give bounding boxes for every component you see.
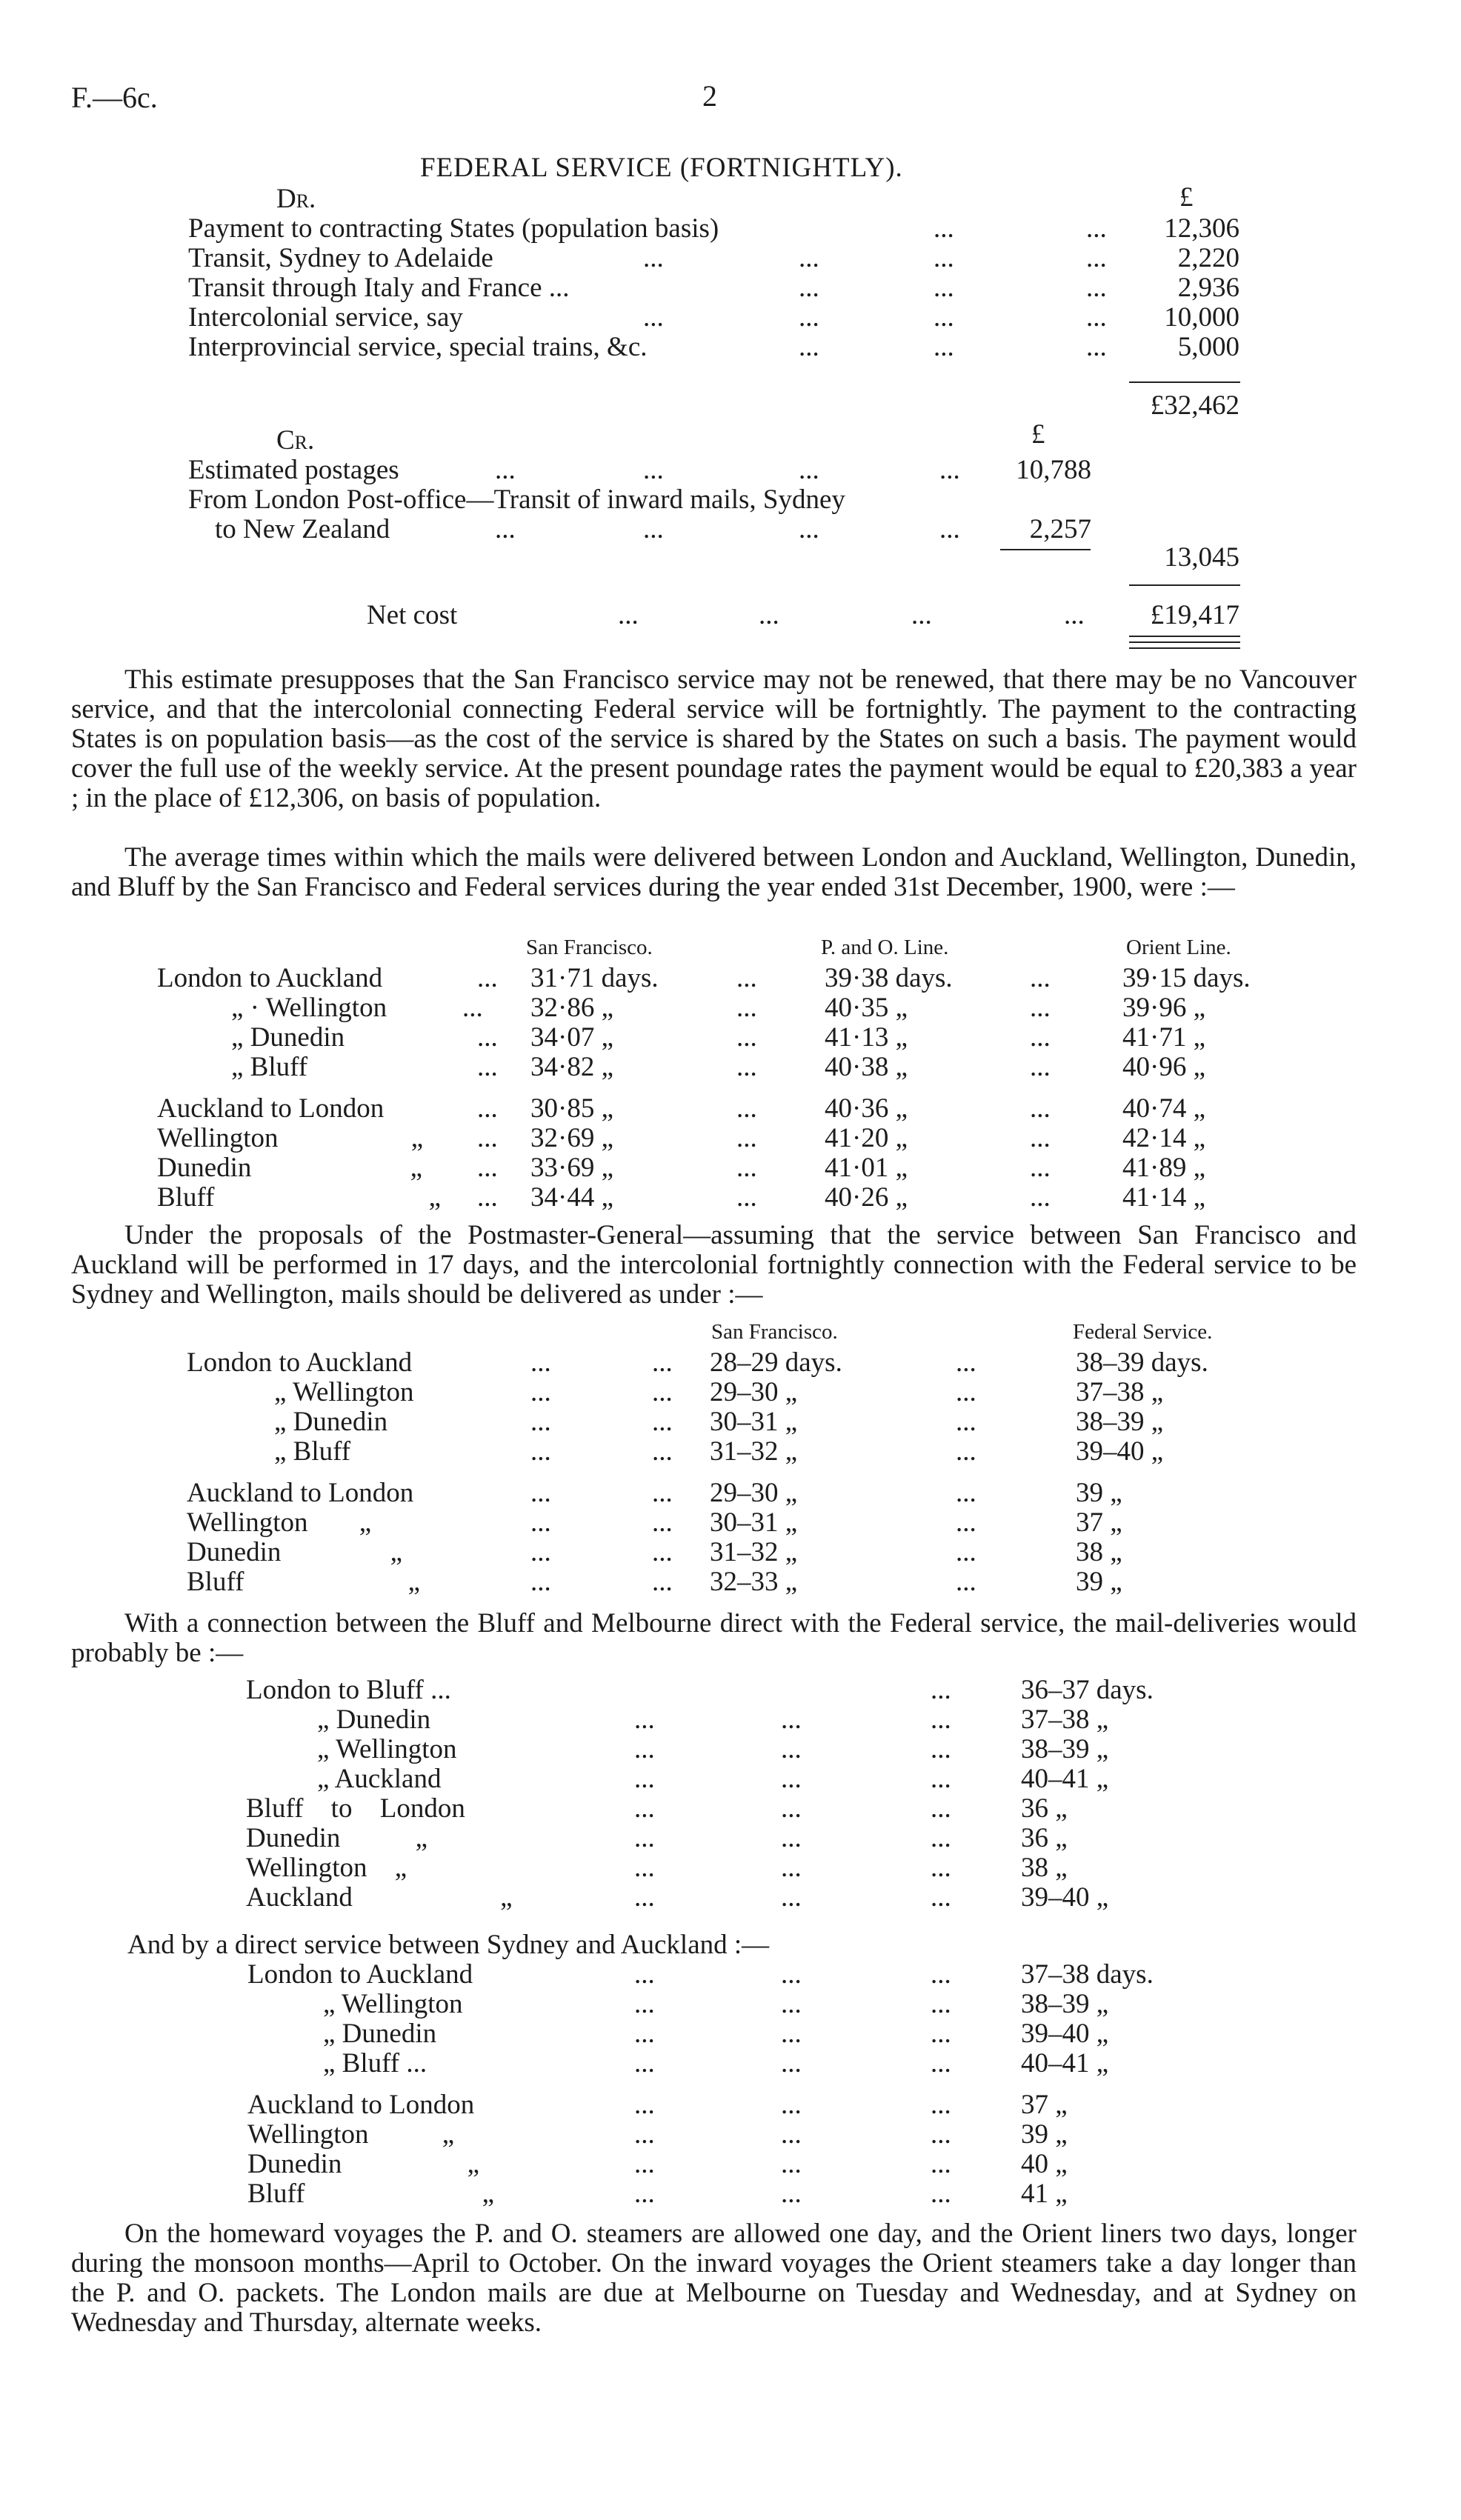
table-header: Federal Service. (1073, 1320, 1213, 1344)
row-label: Wellington „ (246, 1853, 407, 1883)
service-title: FEDERAL SERVICE (FORTNIGHTLY). (420, 153, 903, 183)
table-header: San Francisco. (526, 936, 653, 959)
cell-federal: 39 „ (1076, 1567, 1122, 1597)
row-label: „ Wellington (317, 1734, 457, 1764)
debit-total-rule (1129, 381, 1240, 383)
cell-orient: 39·96 „ (1122, 993, 1205, 1023)
credit-item-value: 2,257 (1029, 514, 1091, 544)
cell-orient: 41·89 „ (1122, 1153, 1205, 1183)
row-label: Wellington „ (157, 1123, 424, 1153)
row-label: „ Auckland (317, 1764, 442, 1794)
debit-item-value: 2,220 (1177, 243, 1239, 273)
cell-san-francisco: 29–30 „ (710, 1377, 798, 1407)
cell-san-francisco: 32–33 „ (710, 1567, 798, 1597)
debit-item-label: Transit, Sydney to Adelaide (188, 243, 493, 273)
row-label: London to Auckland (187, 1347, 413, 1378)
cell-p-and-o: 41·20 „ (825, 1123, 908, 1153)
row-label: London to Bluff ... (246, 1675, 451, 1705)
debit-item-value: 10,000 (1164, 302, 1239, 333)
debit-item-label: Transit through Italy and France ... (188, 273, 570, 303)
row-label: „ Bluff (274, 1436, 351, 1467)
cell-san-francisco: 31–32 „ (710, 1537, 798, 1567)
debit-currency: £ (1179, 182, 1194, 213)
row-label: „ Dunedin (274, 1407, 388, 1437)
row-label: „ Dunedin (317, 1704, 431, 1735)
cell-p-and-o: 40·38 „ (825, 1052, 908, 1082)
debit-item-value: 12,306 (1164, 213, 1239, 244)
row-label: Dunedin „ (187, 1537, 403, 1567)
cell-federal: 38–39 days. (1076, 1347, 1208, 1378)
credit-total: 13,045 (1164, 542, 1239, 573)
cell-san-francisco: 32·86 „ (530, 993, 613, 1023)
cell-orient: 40·74 „ (1122, 1093, 1205, 1124)
row-label: „ Bluff (231, 1052, 308, 1082)
paragraph-homeward-voyages: On the homeward voyages the P. and O. steamers are allowed one day, and the Orient liners two days, longer during the monsoon months—April to October. On the inward voyages the Orient steamers take a day longer than the P. and O. packets. The London mails are due at Melbourne on Tuesday and Wednesday, and at Sydney on Wednesday and Thursday, alternate weeks. (71, 2219, 1357, 2338)
debit-item-value: 5,000 (1177, 332, 1239, 362)
row-label: Auckland to London (157, 1093, 385, 1124)
debit-item-label: Intercolonial service, say (188, 302, 463, 333)
cell-federal: 38–39 „ (1076, 1407, 1164, 1437)
row-label: Auckland „ (246, 1882, 513, 1913)
row-label: „ Wellington (274, 1377, 414, 1407)
cell-federal: 37–38 „ (1076, 1377, 1164, 1407)
credit-item-label: From London Post-office—Transit of inward mails, Sydney (188, 484, 845, 515)
cell-federal: 39 „ (1076, 1478, 1122, 1508)
paragraph-bluff-melbourne: With a connection between the Bluff and Melbourne direct with the Federal service, the mail-deliveries would probably be :— (71, 1608, 1357, 1668)
cell-days: 37 „ (1021, 2090, 1068, 2120)
row-label: „ Dunedin (323, 2019, 437, 2049)
row-label: Auckland to London (187, 1478, 414, 1508)
cell-p-and-o: 40·26 „ (825, 1182, 908, 1213)
table-header: San Francisco. (711, 1320, 838, 1344)
cell-san-francisco: 31–32 „ (710, 1436, 798, 1467)
row-label: London to Auckland (247, 1959, 473, 1990)
cell-orient: 39·15 days. (1122, 963, 1251, 993)
page-number: 2 (702, 79, 717, 113)
cell-orient: 41·71 „ (1122, 1022, 1205, 1053)
cell-days: 38–39 „ (1021, 1734, 1109, 1764)
credit-item-label-continued: to New Zealand (215, 514, 390, 544)
cell-orient: 42·14 „ (1122, 1123, 1205, 1153)
credit-label: Cr. (276, 425, 315, 456)
cell-days: 37–38 days. (1021, 1959, 1154, 1990)
document-reference: F.—6c. (71, 81, 158, 114)
row-label: „ Dunedin (231, 1022, 345, 1053)
cell-days: 37–38 „ (1021, 1704, 1109, 1735)
cell-san-francisco: 30·85 „ (530, 1093, 613, 1124)
cell-days: 39–40 „ (1021, 1882, 1109, 1913)
row-label: Dunedin „ (247, 2149, 480, 2179)
row-label: Wellington „ (187, 1507, 372, 1538)
debit-total: £32,462 (1150, 390, 1239, 421)
cell-p-and-o: 40·36 „ (825, 1093, 908, 1124)
cell-federal: 37 „ (1076, 1507, 1122, 1538)
cell-days: 39 „ (1021, 2119, 1068, 2150)
cell-san-francisco: 34·82 „ (530, 1052, 613, 1082)
cell-days: 40–41 „ (1021, 2048, 1109, 2079)
debit-item-label: Interprovincial service, special trains, &c. (188, 332, 648, 362)
net-cost-double-rule (1129, 636, 1240, 637)
cell-days: 40 „ (1021, 2149, 1068, 2179)
net-cost-value: £19,417 (1150, 600, 1239, 630)
cell-p-and-o: 40·35 „ (825, 993, 908, 1023)
row-label: „ Bluff ... (323, 2048, 427, 2079)
cell-san-francisco: 28–29 days. (710, 1347, 842, 1378)
cell-days: 36–37 days. (1021, 1675, 1154, 1705)
row-label: Auckland to London (247, 2090, 475, 2120)
paragraph-estimate: This estimate presupposes that the San Francisco service may not be renewed, that there may be no Vancouver service, and that the intercolonial connecting Federal service will be fortnightly. The payment to the contracting States is on population basis—as the cost of the service is shared by the States on such a basis. The payment would cover the full use of the weekly service. At the present poundage rates the payment would be equal to £20,383 a year ; in the place of £12,306, on basis of population. (71, 664, 1357, 813)
row-label: Bluff „ (157, 1182, 442, 1213)
row-label: London to Auckland (157, 963, 383, 993)
row-label: Bluff „ (247, 2179, 495, 2209)
row-label: Dunedin „ (157, 1153, 423, 1183)
cell-orient: 41·14 „ (1122, 1182, 1205, 1213)
cell-p-and-o: 41·01 „ (825, 1153, 908, 1183)
credit-currency: £ (1031, 419, 1045, 450)
cell-days: 38–39 „ (1021, 1989, 1109, 2019)
cell-days: 38 „ (1021, 1853, 1068, 1883)
cell-days: 40–41 „ (1021, 1764, 1109, 1794)
paragraph-proposals: Under the proposals of the Postmaster-General—assuming that the service between San Francisco and Auckland will be performed in 17 days, and the intercolonial fortnightly connection with the Federal service to be Sydney and Wellington, mails should be delivered as under :— (71, 1220, 1357, 1310)
cell-days: 36 „ (1021, 1823, 1068, 1853)
paragraph-sydney-auckland: And by a direct service between Sydney and Auckland :— (127, 1930, 770, 1960)
cell-san-francisco: 29–30 „ (710, 1478, 798, 1508)
cell-days: 41 „ (1021, 2179, 1068, 2209)
net-cost-rule (1129, 584, 1240, 586)
credit-item-value: 10,788 (1016, 455, 1091, 485)
cell-san-francisco: 32·69 „ (530, 1123, 613, 1153)
cell-p-and-o: 41·13 „ (825, 1022, 908, 1053)
cell-federal: 39–40 „ (1076, 1436, 1164, 1467)
cell-federal: 38 „ (1076, 1537, 1122, 1567)
credit-subtotal-rule (1000, 549, 1091, 550)
row-label: Bluff to London (246, 1793, 465, 1824)
row-label: Wellington „ (247, 2119, 455, 2150)
cell-days: 36 „ (1021, 1793, 1068, 1824)
row-label: Bluff „ (187, 1567, 421, 1597)
row-label: „ Wellington (323, 1989, 463, 2019)
debit-label: Dr. (276, 184, 316, 214)
cell-san-francisco: 30–31 „ (710, 1507, 798, 1538)
row-label: „ · Wellington (231, 993, 387, 1023)
net-cost-label: Net cost (367, 600, 458, 630)
cell-san-francisco: 34·07 „ (530, 1022, 613, 1053)
cell-san-francisco: 34·44 „ (530, 1182, 613, 1213)
cell-days: 39–40 „ (1021, 2019, 1109, 2049)
cell-p-and-o: 39·38 days. (825, 963, 953, 993)
row-label: Dunedin „ (246, 1823, 428, 1853)
debit-item-label: Payment to contracting States (population basis) (188, 213, 719, 244)
cell-san-francisco: 33·69 „ (530, 1153, 613, 1183)
table-header: P. and O. Line. (821, 936, 949, 959)
cell-san-francisco: 31·71 days. (530, 963, 659, 993)
cell-orient: 40·96 „ (1122, 1052, 1205, 1082)
paragraph-average-times: The average times within which the mails were delivered between London and Auckland, Wellington, Dunedin, and Bluff by the San Francisco and Federal services during the year ended 31st December, 1900, were :— (71, 842, 1357, 902)
credit-item-label: Estimated postages (188, 455, 399, 485)
cell-san-francisco: 30–31 „ (710, 1407, 798, 1437)
table-header: Orient Line. (1126, 936, 1231, 959)
debit-item-value: 2,936 (1177, 273, 1239, 303)
